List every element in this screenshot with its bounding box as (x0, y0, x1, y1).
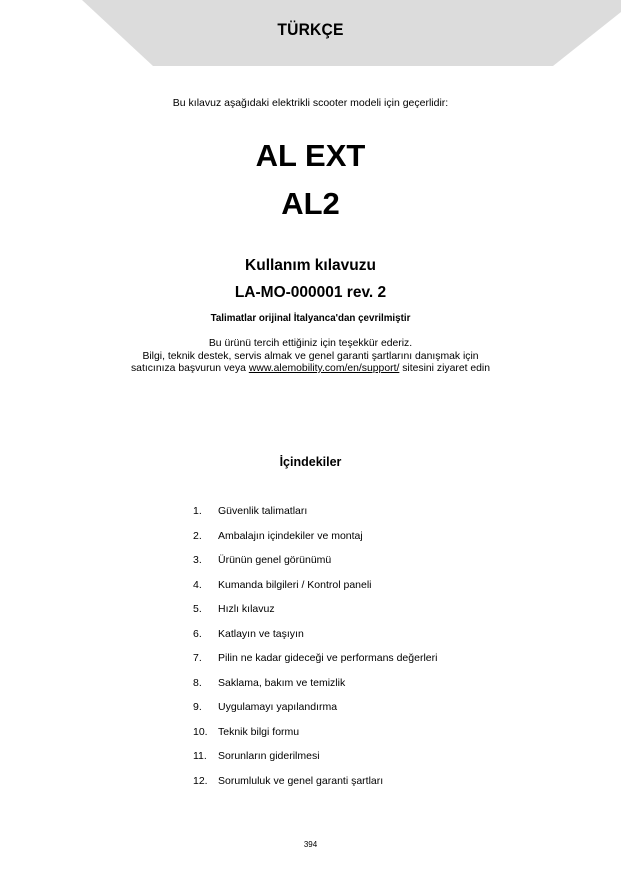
toc-item-text: Kumanda bilgileri / Kontrol paneli (218, 578, 372, 591)
toc-item-number: 10. (193, 725, 208, 738)
thanks-paragraph (0, 338, 621, 376)
toc-item-number: 5. (193, 603, 202, 615)
header-band (0, 0, 621, 66)
model-name-2: AL2 (281, 186, 340, 221)
model-name-1: AL EXT (255, 138, 366, 173)
toc-item-text: Pilin ne kadar gideceği ve performans değerleri (218, 652, 438, 664)
toc-item-number: 12. (193, 774, 208, 787)
toc-item-text: Sorumluluk ve genel garanti şartları (218, 774, 384, 787)
thanks-line-3 (0, 363, 621, 376)
thanks-line-3-after: sitesini ziyaret edin (399, 363, 491, 374)
toc-item-text: Saklama, bakım ve temizlik (218, 676, 346, 689)
thanks-line-1: Bu ürünü tercih ettiğiniz için teşekkür ederiz. (208, 338, 413, 349)
toc-item-number: 4. (193, 578, 202, 591)
page-number: 394 (303, 840, 318, 849)
toc-item-number: 9. (193, 701, 202, 713)
toc-item-number: 1. (193, 505, 202, 517)
toc-title: İçindekiler (279, 455, 342, 469)
manual-title: Kullanım kılavuzu (245, 257, 376, 274)
toc-item-text: Hızlı kılavuz (218, 603, 275, 615)
document-code: LA-MO-000001 rev. 2 (234, 284, 387, 301)
language-title: TÜRKÇE (277, 20, 344, 39)
toc-item-number: 2. (193, 529, 202, 542)
toc-item-number: 7. (193, 652, 202, 664)
thanks-line-3-before: satıcınıza başvurun veya (130, 363, 249, 374)
toc-item-number: 3. (193, 554, 202, 566)
toc-item-text: Teknik bilgi formu (218, 725, 300, 738)
applies-to-text: Bu kılavuz aşağıdaki elektrikli scooter modeli için geçerlidir: (172, 97, 449, 109)
toc-item-text: Güvenlik talimatları (218, 505, 308, 517)
toc-item-text: Katlayın ve taşıyın (218, 627, 304, 640)
toc-item-text: Ürünün genel görünümü (218, 554, 332, 566)
toc-item-text: Uygulamayı yapılandırma (218, 701, 338, 713)
support-link[interactable]: www.alemobility.com/en/support/ (248, 363, 400, 374)
thanks-line-2: Bilgi, teknik destek, servis almak ve genel garanti şartlarını danışmak için (142, 350, 479, 362)
translation-note: Talimatlar orijinal İtalyanca'dan çevrilmiştir (210, 313, 411, 324)
toc-item-text: Ambalajın içindekiler ve montaj (218, 529, 363, 542)
toc-item-text: Sorunların giderilmesi (218, 750, 320, 762)
toc-item-number: 8. (193, 676, 202, 689)
toc-item-number: 11. (193, 750, 207, 762)
toc-item-number: 6. (193, 627, 202, 640)
